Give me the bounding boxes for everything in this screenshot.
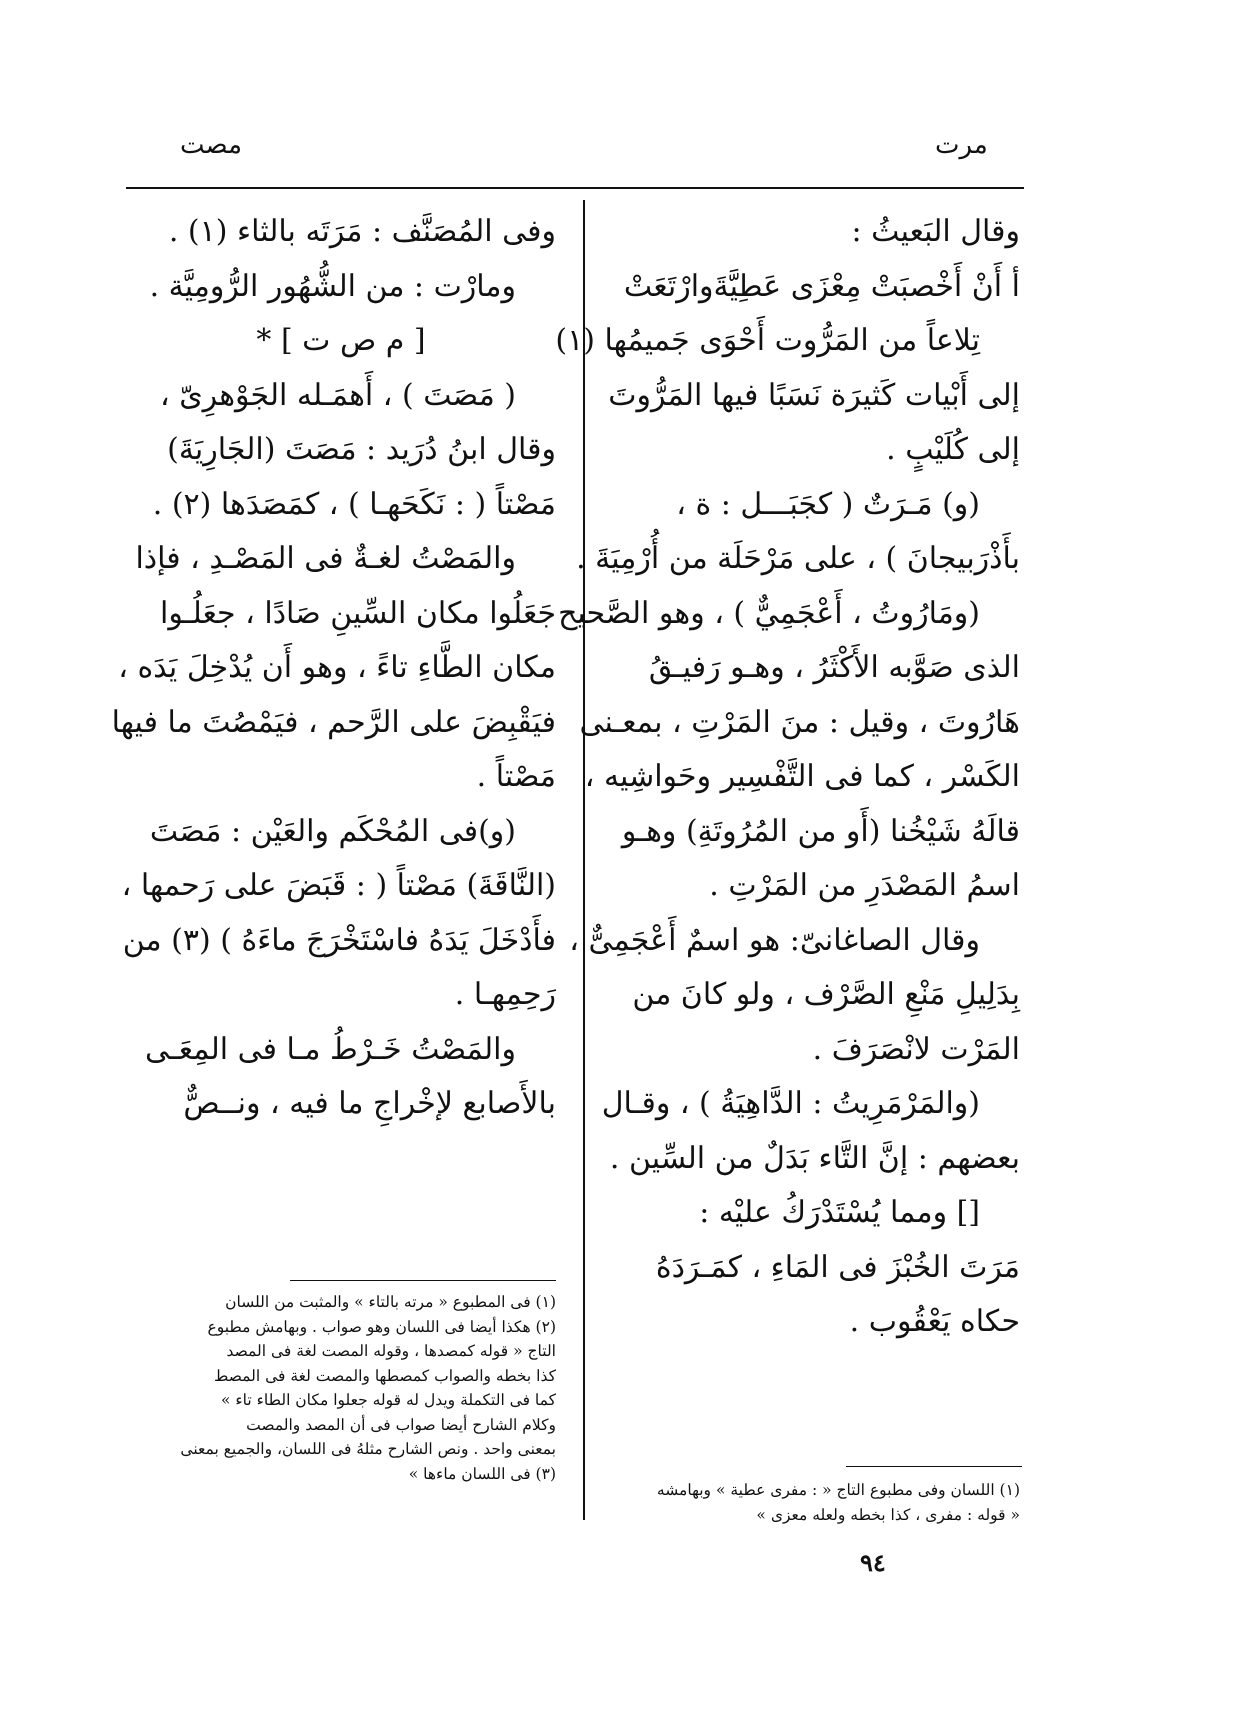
text-line: وفى المُصَنَّف : مَرَتَه بالثاء (١) . [168, 214, 556, 249]
left-column [111, 205, 556, 1132]
footnote-line: (١) فى المطبوع « مرته بالتاء » والمثبت من اللسان [225, 1293, 556, 1311]
entry-heading: [ م ص ت ] * [256, 323, 426, 358]
text-line: بأَذْرَبيجانَ ) ، على مَرْحَلَة من أُرْمِيَةَ . [576, 541, 1020, 576]
footnote-rule-right [846, 1466, 1022, 1467]
text-line: مَصْتاً ( : نَكَحَهـا ) ، كمَصَدَها (٢) . [152, 486, 556, 522]
text-line: مَرَتَ الخُبْزَ فى المَاءِ ، كمَـرَدَهُ [655, 1249, 1020, 1285]
text-line: (و) مَـرَتٌ ( كجَبَـــل : ة ، [676, 486, 980, 522]
header-left-word: مصت [180, 130, 243, 160]
footnote-line: كما فى التكملة ويدل له قوله جعلوا مكان الطاء تاء » [220, 1391, 556, 1409]
page-number: ٩٤ [860, 1548, 886, 1577]
text-line: (ومَارُوتُ ، أَعْجَمِيٌّ ) ، وهو الصَّحيح [558, 595, 980, 631]
text-line: (و)فى المُحْكَم والعَيْن : مَصَتَ [149, 813, 516, 849]
text-line: (النَّاقَةَ) مَصْتاً ( : قَبَضَ على رَحمها ، [121, 868, 556, 903]
text-line: وقال ابنُ دُرَيد : مَصَتَ (الجَارِيَةَ) [167, 432, 556, 467]
text-line: الذى صَوَّبه الأَكْثَرُ ، وهـو رَفيـقُ [648, 650, 1020, 685]
text-line: قالَهُ شَيْخُنا (أَو من المُرُوتَةِ) وهـو [621, 813, 1020, 849]
text-line: والمَصْتُ لغـةٌ فى المَصْـدِ ، فإذا [135, 541, 516, 576]
footnote-line: (١) اللسان وفى مطبوع التاج « : مفرى عطية » وبهامشه [656, 1481, 1020, 1499]
footnote-line: « قوله : مفرى ، كذا بخطه ولعله معزى » [756, 1505, 1020, 1524]
text-line: بِدَلِيلِ مَنْعِ الصَّرْف ، ولو كانَ من [632, 977, 1020, 1012]
text-line: ومارْت : من الشُّهُور الرُّومِيَّة . [149, 268, 516, 304]
text-line: مكان الطَّاءِ تاءً ، وهو أَن يُدْخِلَ يَدَه ، [118, 650, 556, 685]
footnote-rule-left [290, 1280, 556, 1281]
text-line: مَصْتاً . [476, 759, 556, 794]
text-line: [] ومما يُسْتَدْرَكُ عليْه : [699, 1195, 980, 1230]
text-line: رَحِمِهـا . [454, 977, 556, 1012]
text-line: ( مَصَتَ ) ، أَهمَـله الجَوْهرِىّ ، [159, 377, 516, 413]
footnote-line: بمعنى واحد . ونص الشارح مثلهُ فى اللسان، والجميع بمعنى [180, 1440, 556, 1458]
text-line: إلى كُلَيْبٍ . [886, 432, 1020, 467]
text-line: فأَدْخَلَ يَدَهُ فاسْتَخْرَجَ ماءَهُ ) (٣) من [122, 922, 556, 958]
text-line: هَارُوتَ ، وقيل : منَ المَرْتِ ، بمعـنى [579, 704, 1020, 740]
text-line: وقال البَعيثُ : [851, 214, 1020, 249]
footnote-line: وكلام الشارح أيضا صواب فى أن المصد والمصت [246, 1415, 556, 1434]
header-right-word: مرت [935, 130, 988, 160]
text-line: حكاه يَعْقُوب . [849, 1304, 1020, 1339]
text-line: المَرْت لانْصَرَفَ . [812, 1031, 1020, 1067]
verse-line: أ أَنْ أَخْصبَتْ مِعْزَى عَطِيَّةَوارْتَعَتْ [623, 268, 1020, 304]
column-divider [583, 200, 585, 1520]
verse-line: تِلاعاً من المَرُّوت أَحْوَى جَميمُها (١) [555, 323, 980, 358]
text-line: بعضهم : إنَّ التَّاء بَدَلٌ من السِّين . [609, 1140, 1020, 1176]
text-line: فيَقْبِضَ على الرَّحم ، فيَمْصُتَ ما فيها [111, 704, 556, 740]
footnote-line: كذا بخطه والصواب كمصطها والمصت لغة فى المصط [214, 1366, 556, 1385]
footnote-line: (٣) فى اللسان ماءها » [408, 1464, 556, 1483]
text-line: (والمَرْمَرِيتُ : الدَّاهِيَةُ ) ، وقـال [601, 1086, 980, 1121]
text-line: والمَصْتُ خَـرْطُ مـا فى المِعَـى [145, 1031, 516, 1067]
text-line: الكَسْر ، كما فى التَّفْسِير وحَواشِيه ، [584, 759, 1020, 794]
right-column [555, 205, 1020, 1350]
text-line: إلى أَبْيات كَثيرَة نَسَبًا فيها المَرُّوتَ [608, 377, 1020, 413]
footnote-line: (٢) هكذا أيضا فى اللسان وهو صواب . وبهامش مطبوع [207, 1317, 556, 1336]
text-line: وقال الصاغانىّ: هو اسمٌ أَعْجَمِىٌّ ، [569, 922, 980, 958]
footnote-line: التاج « قوله كمصدها ، وقوله المصت لغة فى المصد [226, 1342, 556, 1360]
text-line: اسمُ المَصْدَرِ من المَرْتِ . [709, 868, 1020, 903]
text-line: جَعَلُوا مكان السِّينِ صَادًا ، جعَلُـوا [160, 595, 556, 631]
text-line: بالأَصابع لإخْراجِ ما فيه ، ونــصٌّ [183, 1086, 556, 1121]
right-footnotes [630, 1478, 1020, 1527]
header-rule [126, 187, 1024, 189]
left-footnotes [126, 1290, 556, 1486]
